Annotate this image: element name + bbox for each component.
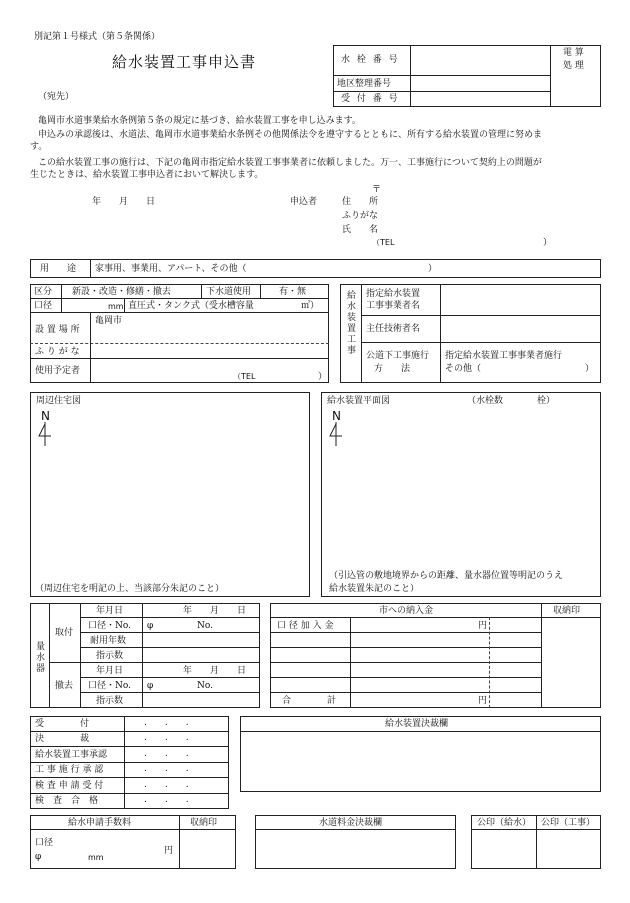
plan-map-note-2: 給水装置朱記のこと） [329, 584, 420, 594]
public-road-label-1: 公道下工事施行 [366, 351, 430, 361]
intro-paragraph-2-cont: す。 [30, 142, 48, 152]
water-fee-decision-title: 水道料金決裁欄 [319, 818, 383, 828]
plan-map-title: 給水装置平面図 [327, 396, 391, 406]
faucet-count-unit: 栓） [537, 396, 556, 406]
applicant-tel-close: ） [543, 238, 553, 248]
process-date-dots: . . . [144, 795, 189, 805]
fee-diameter-label: 口径 [35, 838, 54, 848]
planned-user-label: 使用予定者 [35, 366, 81, 376]
category-label: 区分 [34, 287, 53, 297]
fee-yen: 円 [164, 846, 174, 856]
plan-map-note-1: （引込管の敷地境界からの距離、量水器位置等明記のうえ [329, 571, 564, 581]
remove-date-label: 年月日 [96, 666, 124, 676]
address-label: 住 所 [342, 197, 379, 207]
service-life-label: 耐用年数 [90, 636, 127, 646]
diameter-fee-label: 口 径 加 入 金 [277, 621, 334, 631]
process-date-dots: . . . [144, 764, 189, 774]
north-label: N [41, 409, 50, 423]
district-number-label: 地区整理番号 [337, 79, 392, 89]
intro-paragraph-2: 申込みの承認後は、水道法、亀岡市水道事業給水条例その他関係法令を遵守するとともに、所有する給水装置の管理に努めま [38, 130, 543, 140]
processing-label: 処 理 [563, 61, 584, 71]
remove-no: No. [197, 681, 213, 691]
water-supply-work-vertical-label: 給水装置工事 [345, 290, 355, 356]
remove-reading-label: 指示数 [96, 696, 124, 706]
process-inspection-received: 検 査 申 請 受 付 [35, 781, 104, 791]
surrounding-map-title: 周辺住宅図 [36, 396, 82, 406]
applicant-tel: （TEL [372, 238, 395, 247]
tank-capacity-unit: ㎥） [301, 301, 320, 311]
public-road-option-2: その他（ [445, 364, 482, 374]
intro-paragraph-1: 亀岡市水道事業給水条例第５条の規定に基づき、給水装置工事を申し込みます。 [38, 116, 361, 126]
contractor-label-1: 指定給水装置 [366, 289, 421, 299]
seal-work-label: 公印（工事） [541, 818, 596, 828]
install-size-label: 口径・No. [88, 621, 131, 631]
intro-paragraph-3: この給水装置工事の施行は、下記の亀岡市指定給水装置工事事業者に依頼しました。万一、工事施行について契約上の問題が [38, 158, 542, 168]
install-date-label: 年月日 [96, 606, 124, 616]
user-tel-close: ） [318, 372, 328, 382]
meter-install-label: 取付 [55, 628, 74, 638]
form-number: 別記第１号様式（第５条関係） [34, 32, 161, 42]
name-label: 氏 名 [342, 225, 379, 235]
usage-close: ） [428, 264, 438, 274]
process-work-approval: 給水装置工事承認 [35, 750, 108, 760]
supply-method: 直圧式・タンク式（受水槽容量 [128, 301, 254, 311]
application-fee-title: 給水申請手数料 [68, 818, 132, 828]
location-label: 設 置 場 所 [35, 325, 80, 335]
sewer-options: 有・無 [279, 287, 307, 297]
install-phi: φ [147, 621, 154, 631]
payment-stamp-label: 収納印 [553, 606, 581, 616]
process-inspection-passed: 検 査 合 格 [35, 796, 99, 806]
meter-vertical-label: 量水器 [34, 641, 44, 674]
application-fee-stamp: 収納印 [190, 818, 218, 828]
install-no: No. [197, 621, 213, 631]
faucet-count-label: （水栓数 [467, 396, 504, 406]
contractor-label-2: 工事事業者名 [366, 301, 421, 311]
user-tel: （TEL [233, 372, 256, 381]
remove-phi: φ [147, 681, 154, 691]
process-date-dots: . . . [144, 780, 189, 790]
process-date-dots: . . . [144, 718, 189, 728]
diameter-fee-yen: 円 [478, 621, 488, 631]
applicant-label: 申込者 [290, 197, 318, 207]
remove-date-value: 年 月 日 [183, 666, 247, 676]
process-date-dots: . . . [144, 749, 189, 759]
fee-mm: mm [88, 853, 104, 862]
furigana-label-2: ふ り が な [35, 347, 80, 357]
diameter-label: 口径 [34, 301, 53, 311]
postal-mark: 〒 [372, 185, 382, 195]
public-road-label-2: 方 法 [374, 364, 411, 374]
seal-supply-label: 公印（給水） [477, 818, 532, 828]
page-title: 給水装置工事申込書 [112, 53, 257, 71]
supply-decision-title: 給水装置決裁欄 [385, 719, 449, 729]
payment-title: 市への納入金 [379, 606, 434, 616]
diameter-unit: mm [108, 302, 124, 311]
surrounding-map-note: （周辺住宅を明記の上、当該部分朱記のこと） [35, 584, 225, 594]
application-date: 年 月 日 [92, 197, 156, 207]
chief-engineer-label: 主任技術者名 [366, 324, 421, 334]
location-value: 亀岡市 [95, 316, 123, 326]
install-date-value: 年 月 日 [183, 606, 247, 616]
north-arrow-icon [38, 422, 52, 446]
process-approved: 決 裁 [35, 734, 90, 744]
process-received: 受 付 [35, 719, 90, 729]
public-road-close: ） [585, 364, 595, 374]
usage-options: 家事用、事業用、アパート、その他（ [95, 264, 247, 274]
receipt-number-label: 受 付 番 号 [341, 94, 400, 104]
furigana-label: ふりがな [342, 211, 379, 221]
process-date-dots: . . . [144, 733, 189, 743]
north-arrow-icon [329, 422, 343, 446]
total-label: 合 計 [282, 696, 337, 706]
total-yen: 円 [478, 696, 488, 706]
meter-remove-label: 撤去 [55, 681, 74, 691]
computer-label: 電 算 [563, 48, 584, 58]
sewer-label: 下水道使用 [206, 287, 252, 297]
addressee: （宛先） [38, 92, 75, 102]
intro-paragraph-3-cont: 生じたときは、給水装置工事申込者において解決します。 [30, 170, 264, 180]
process-construction-approval: 工 事 施 行 承 認 [35, 765, 104, 775]
install-reading-label: 指示数 [96, 651, 124, 661]
category-options: 新設・改造・修繕・撤去 [72, 287, 172, 297]
north-label-2: N [332, 409, 341, 423]
public-road-option-1: 指定給水装置工事事業者施行 [445, 351, 563, 361]
usage-label: 用 途 [40, 264, 77, 274]
remove-size-label: 口径・No. [88, 681, 131, 691]
faucet-number-label: 水 栓 番 号 [341, 55, 400, 65]
fee-phi: φ [35, 852, 42, 862]
